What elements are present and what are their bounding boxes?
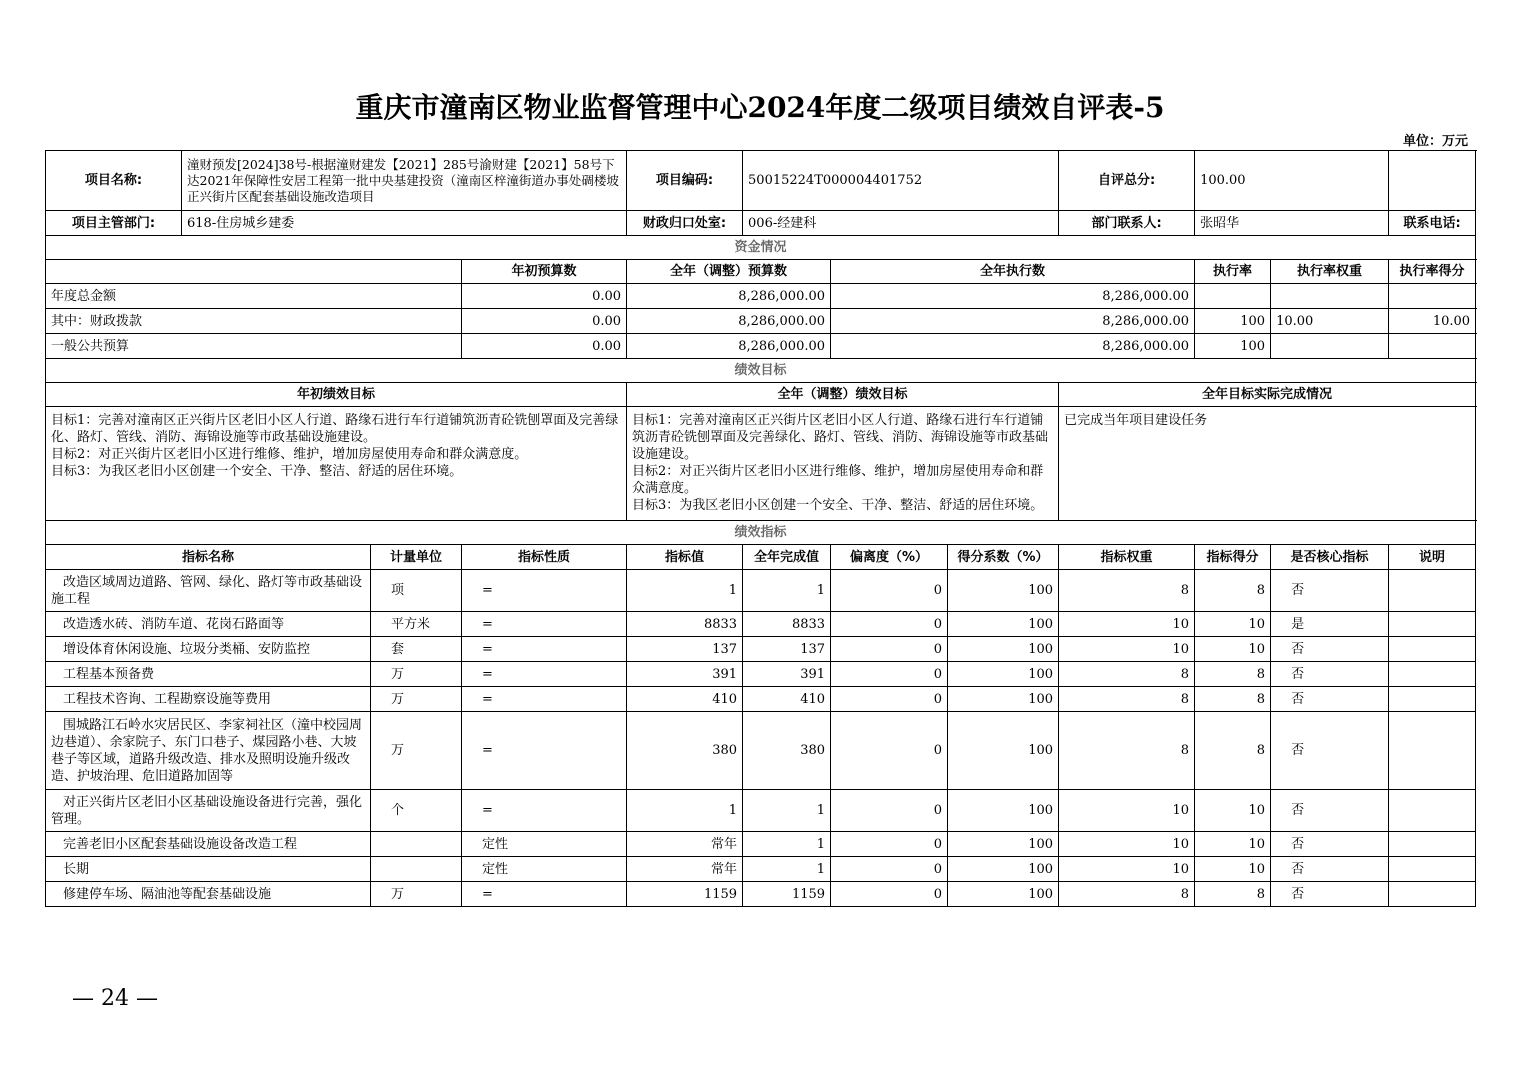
funds-row-name: 一般公共预算: [46, 334, 462, 359]
dept: 618-住房城乡建委: [182, 211, 627, 236]
indicator-score: 8: [1195, 712, 1271, 790]
funds-row-name: 其中：财政拨款: [46, 309, 462, 334]
indicator-unit: 万: [371, 882, 462, 907]
indicator-done: 1: [743, 570, 831, 612]
indicator-unit: 平方米: [371, 612, 462, 637]
indicator-note: [1389, 662, 1476, 687]
funds-corner: [46, 260, 462, 284]
indicator-dev: 0: [831, 832, 948, 857]
indicator-done: 410: [743, 687, 831, 712]
indicator-done: 1: [743, 832, 831, 857]
finance-office: 006-经建科: [743, 211, 1059, 236]
goals-initial: 目标1：完善对潼南区正兴街片区老旧小区人行道、路缘石进行车行道铺筑沥青砼铣刨罩面及完善绿化、路灯、管线、消防、海锦设施等市政基础设施建设。 目标2：对正兴街片区老旧小区进行维修、维护，增加房屋使用寿命和群众满意度。 目标3：为我区老旧小区创建一个安全、干净、整洁、舒适的居住环境。: [46, 407, 627, 521]
indicator-unit: 项: [371, 570, 462, 612]
funds-row: [46, 284, 1476, 309]
funds-header-executed: 全年执行数: [831, 260, 1195, 284]
funds-row-initial: 0.00: [462, 334, 627, 359]
funds-header-weight: 执行率权重: [1271, 260, 1389, 284]
funds-row: [46, 309, 1476, 334]
ind-header-nature: 指标性质: [462, 545, 627, 570]
funds-section-title: 资金情况: [46, 236, 1476, 260]
goals-header-initial: 年初绩效目标: [46, 383, 627, 407]
indicator-name: 修建停车场、隔油池等配套基础设施: [46, 882, 371, 907]
indicator-unit: 套: [371, 637, 462, 662]
indicator-dev: 0: [831, 570, 948, 612]
funds-row-score: [1389, 334, 1476, 359]
indicator-target: 常年: [627, 857, 743, 882]
indicator-nature: =: [462, 882, 627, 907]
funds-row-weight: [1271, 334, 1389, 359]
indicator-row: [46, 832, 1476, 857]
indicator-note: [1389, 882, 1476, 907]
page-title: 重庆市潼南区物业监督管理中心2024年度二级项目绩效自评表-5: [355, 91, 1165, 124]
funds-row-rate: [1195, 284, 1271, 309]
indicator-dev: 0: [831, 882, 948, 907]
funds-row-weight: 10.00: [1271, 309, 1389, 334]
indicator-unit: 万: [371, 712, 462, 790]
indicator-weight: 8: [1059, 712, 1195, 790]
funds-row-executed: 8,286,000.00: [831, 284, 1195, 309]
indicator-weight: 10: [1059, 857, 1195, 882]
ind-header-core: 是否核心指标: [1271, 545, 1389, 570]
indicator-done: 8833: [743, 612, 831, 637]
indicator-score: 10: [1195, 832, 1271, 857]
indicator-nature: =: [462, 790, 627, 832]
indicator-target: 常年: [627, 832, 743, 857]
indicator-dev: 0: [831, 857, 948, 882]
funds-row-adjusted: 8,286,000.00: [627, 334, 831, 359]
indicator-core: 否: [1271, 857, 1389, 882]
indicator-weight: 10: [1059, 637, 1195, 662]
indicator-nature: =: [462, 687, 627, 712]
indicator-target: 1159: [627, 882, 743, 907]
indicator-nature: 定性: [462, 857, 627, 882]
project-code: 50015224T000004401752: [743, 151, 1059, 211]
indicator-target: 8833: [627, 612, 743, 637]
funds-row-adjusted: 8,286,000.00: [627, 284, 831, 309]
funds-row-score: [1389, 284, 1476, 309]
indicator-name: 长期: [46, 857, 371, 882]
indicator-done: 1159: [743, 882, 831, 907]
indicator-coef: 100: [948, 637, 1059, 662]
funds-row-executed: 8,286,000.00: [831, 334, 1195, 359]
indicator-done: 391: [743, 662, 831, 687]
page-number: — 24 —: [72, 986, 158, 1011]
indicator-weight: 10: [1059, 790, 1195, 832]
indicator-done: 1: [743, 857, 831, 882]
indicator-weight: 10: [1059, 832, 1195, 857]
project-code-label: 项目编码:: [627, 151, 743, 211]
indicator-done: 1: [743, 790, 831, 832]
funds-row-initial: 0.00: [462, 284, 627, 309]
funds-row-weight: [1271, 284, 1389, 309]
indicator-core: 否: [1271, 882, 1389, 907]
goals-adjusted: 目标1：完善对潼南区正兴街片区老旧小区人行道、路缘石进行车行道铺筑沥青砼铣刨罩面及完善绿化、路灯、管线、消防、海锦设施等市政基础设施建设。 目标2：对正兴街片区老旧小区进行维修、维护，增加房屋使用寿命和群众满意度。 目标3：为我区老旧小区创建一个安全、干净、整洁、舒适的居住环境。: [627, 407, 1059, 521]
indicator-score: 8: [1195, 882, 1271, 907]
indicator-coef: 100: [948, 882, 1059, 907]
indicator-nature: =: [462, 662, 627, 687]
funds-header-score: 执行率得分: [1389, 260, 1476, 284]
indicator-dev: 0: [831, 687, 948, 712]
unit-label: 单位：万元: [1402, 134, 1468, 149]
indicator-score: 10: [1195, 790, 1271, 832]
goals-section-title: 绩效目标: [46, 359, 1476, 383]
indicator-row: [46, 857, 1476, 882]
ind-header-score: 指标得分: [1195, 545, 1271, 570]
ind-header-note: 说明: [1389, 545, 1476, 570]
indicator-note: [1389, 712, 1476, 790]
indicator-target: 391: [627, 662, 743, 687]
indicator-dev: 0: [831, 790, 948, 832]
indicator-core: 是: [1271, 612, 1389, 637]
indicator-note: [1389, 790, 1476, 832]
indicator-unit: 万: [371, 687, 462, 712]
indicator-row: [46, 637, 1476, 662]
dept-label: 项目主管部门:: [46, 211, 182, 236]
indicator-row: [46, 662, 1476, 687]
indicator-target: 1: [627, 790, 743, 832]
ind-header-weight: 指标权重: [1059, 545, 1195, 570]
indicator-score: 10: [1195, 857, 1271, 882]
indicator-nature: =: [462, 637, 627, 662]
indicator-note: [1389, 570, 1476, 612]
indicator-weight: 8: [1059, 882, 1195, 907]
indicator-unit: [371, 857, 462, 882]
finance-office-label: 财政归口处室:: [627, 211, 743, 236]
indicator-row: [46, 612, 1476, 637]
total-score: 100.00: [1195, 151, 1389, 211]
indicator-name: 对正兴街片区老旧小区基础设施设备进行完善，强化管理。: [46, 790, 371, 832]
indicator-nature: =: [462, 612, 627, 637]
indicator-name: 增设体育休闲设施、垃圾分类桶、安防监控: [46, 637, 371, 662]
indicator-nature: =: [462, 570, 627, 612]
indicator-nature: 定性: [462, 832, 627, 857]
empty-cell: [1389, 151, 1476, 211]
indicator-unit: 个: [371, 790, 462, 832]
phone-label: 联系电话:: [1389, 211, 1476, 236]
indicator-row: [46, 687, 1476, 712]
indicator-core: 否: [1271, 790, 1389, 832]
indicator-target: 410: [627, 687, 743, 712]
goals-header-adjusted: 全年（调整）绩效目标: [627, 383, 1059, 407]
indicator-target: 380: [627, 712, 743, 790]
funds-header-rate: 执行率: [1195, 260, 1271, 284]
indicator-name: 工程基本预备费: [46, 662, 371, 687]
indicator-row: [46, 570, 1476, 612]
indicator-done: 380: [743, 712, 831, 790]
indicator-weight: 8: [1059, 687, 1195, 712]
indicator-core: 否: [1271, 637, 1389, 662]
indicator-name: 完善老旧小区配套基础设施设备改造工程: [46, 832, 371, 857]
indicators-section-title: 绩效指标: [46, 521, 1476, 545]
indicator-core: 否: [1271, 687, 1389, 712]
indicator-weight: 10: [1059, 612, 1195, 637]
indicator-score: 8: [1195, 687, 1271, 712]
indicator-coef: 100: [948, 570, 1059, 612]
indicator-dev: 0: [831, 712, 948, 790]
goals-actual: 已完成当年项目建设任务: [1059, 407, 1476, 521]
contact: 张昭华: [1195, 211, 1389, 236]
funds-row-score: 10.00: [1389, 309, 1476, 334]
indicator-note: [1389, 832, 1476, 857]
indicator-coef: 100: [948, 790, 1059, 832]
funds-row-rate: 100: [1195, 334, 1271, 359]
indicator-note: [1389, 612, 1476, 637]
funds-row-rate: 100: [1195, 309, 1271, 334]
ind-header-coef: 得分系数（%）: [948, 545, 1059, 570]
funds-header-adjusted: 全年（调整）预算数: [627, 260, 831, 284]
indicator-row: [46, 882, 1476, 907]
indicator-core: 否: [1271, 662, 1389, 687]
indicator-coef: 100: [948, 662, 1059, 687]
indicator-name: 围城路江石岭水灾居民区、李家祠社区（潼中校园周边巷道）、余家院子、东门口巷子、煤园路小巷、大坡巷子等区域，道路升级改造、排水及照明设施升级改造、护坡治理、危旧道路加固等: [46, 712, 371, 790]
project-name: 潼财预发[2024]38号-根据潼财建发【2021】285号渝财建【2021】58号下达2021年保障性安居工程第一批中央基建投资（潼南区梓潼街道办事处碉楼坡正兴街片区配套基础设施改造项目: [182, 151, 627, 211]
performance-table: [45, 150, 1476, 907]
indicator-dev: 0: [831, 637, 948, 662]
ind-header-name: 指标名称: [46, 545, 371, 570]
funds-row: [46, 334, 1476, 359]
ind-header-dev: 偏离度（%）: [831, 545, 948, 570]
indicator-row: [46, 712, 1476, 790]
funds-row-executed: 8,286,000.00: [831, 309, 1195, 334]
funds-row-adjusted: 8,286,000.00: [627, 309, 831, 334]
indicator-target: 137: [627, 637, 743, 662]
indicator-name: 改造透水砖、消防车道、花岗石路面等: [46, 612, 371, 637]
indicator-note: [1389, 857, 1476, 882]
indicator-target: 1: [627, 570, 743, 612]
indicator-dev: 0: [831, 662, 948, 687]
ind-header-unit: 计量单位: [371, 545, 462, 570]
contact-label: 部门联系人:: [1059, 211, 1195, 236]
indicator-name: 改造区域周边道路、管网、绿化、路灯等市政基础设施工程: [46, 570, 371, 612]
funds-row-name: 年度总金额: [46, 284, 462, 309]
indicator-coef: 100: [948, 687, 1059, 712]
indicator-note: [1389, 637, 1476, 662]
indicator-score: 10: [1195, 637, 1271, 662]
indicator-dev: 0: [831, 612, 948, 637]
indicator-coef: 100: [948, 857, 1059, 882]
indicator-core: 否: [1271, 712, 1389, 790]
indicator-core: 否: [1271, 570, 1389, 612]
indicator-note: [1389, 687, 1476, 712]
indicator-score: 8: [1195, 662, 1271, 687]
goals-header-actual: 全年目标实际完成情况: [1059, 383, 1476, 407]
indicator-done: 137: [743, 637, 831, 662]
indicator-unit: [371, 832, 462, 857]
indicator-coef: 100: [948, 712, 1059, 790]
indicator-weight: 8: [1059, 662, 1195, 687]
indicator-name: 工程技术咨询、工程勘察设施等费用: [46, 687, 371, 712]
project-name-label: 项目名称:: [46, 151, 182, 211]
indicator-nature: =: [462, 712, 627, 790]
ind-header-done: 全年完成值: [743, 545, 831, 570]
indicator-score: 10: [1195, 612, 1271, 637]
indicator-unit: 万: [371, 662, 462, 687]
funds-row-initial: 0.00: [462, 309, 627, 334]
indicator-coef: 100: [948, 832, 1059, 857]
indicator-weight: 8: [1059, 570, 1195, 612]
ind-header-target: 指标值: [627, 545, 743, 570]
indicator-row: [46, 790, 1476, 832]
funds-header-initial: 年初预算数: [462, 260, 627, 284]
indicator-core: 否: [1271, 832, 1389, 857]
indicator-coef: 100: [948, 612, 1059, 637]
indicator-score: 8: [1195, 570, 1271, 612]
score-label: 自评总分:: [1059, 151, 1195, 211]
